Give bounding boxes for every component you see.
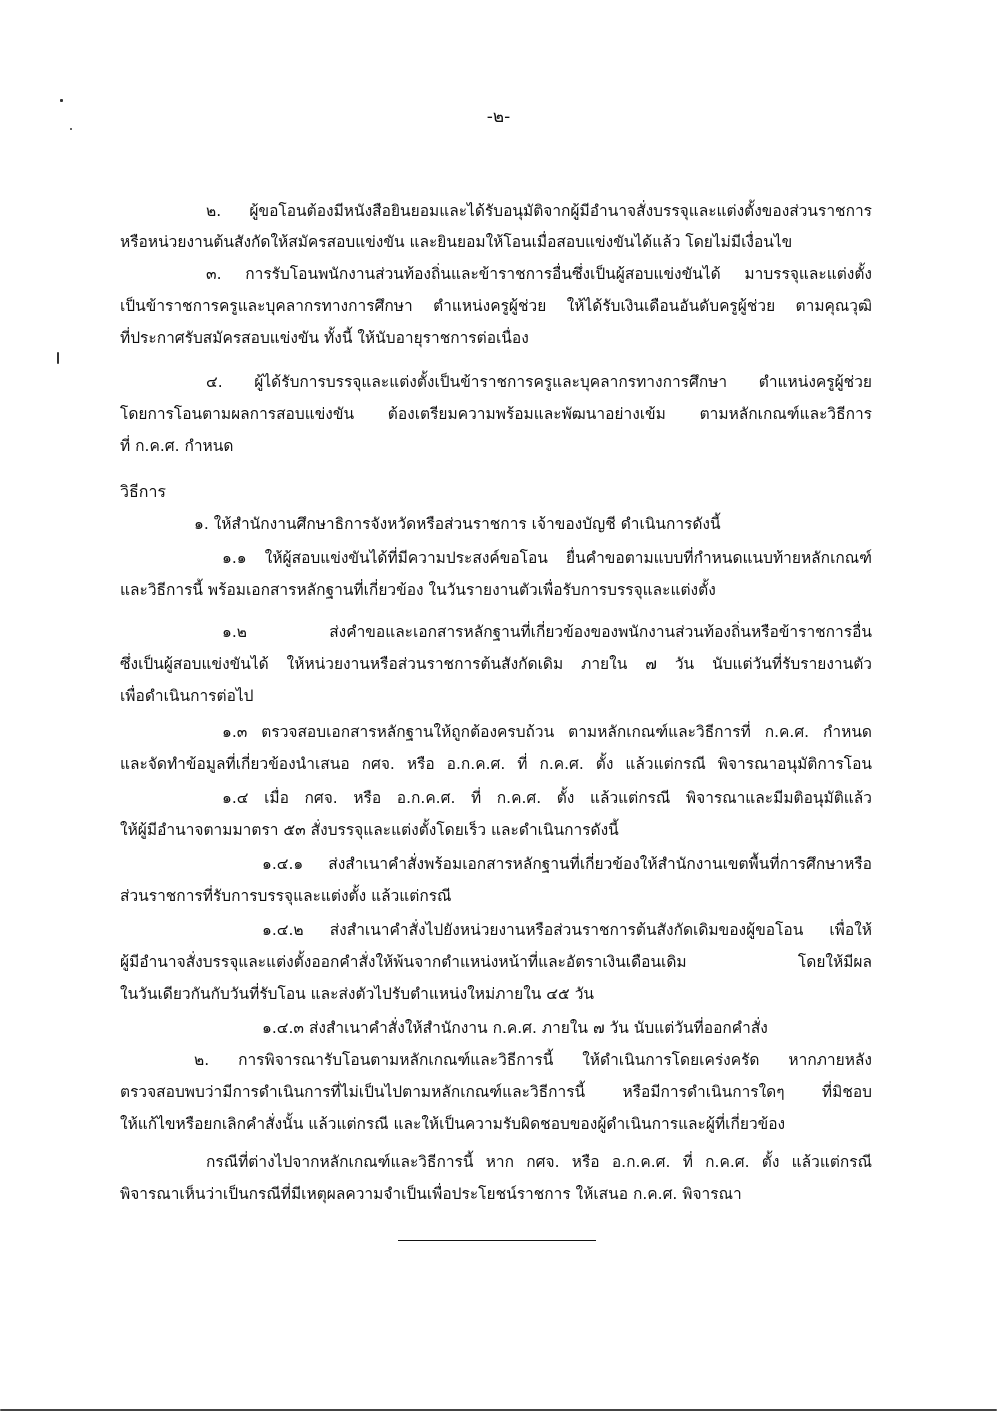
paragraph-line: ๑. ให้สำนักงานศึกษาธิการจังหวัดหรือส่วนราชการ เจ้าของบัญชี ดำเนินการดังนี้ [194,515,721,533]
paragraph-line: ที่ประกาศรับสมัครสอบแข่งขัน ทั้งนี้ ให้นับอายุราชการต่อเนื่อง [120,329,529,347]
paragraph-line: ๒. การพิจารณารับโอนตามหลักเกณฑ์และวิธีการนี้ ให้ดำเนินการโดยเคร่งครัด หากภายหลัง [194,1051,872,1069]
paragraph-line: ๔. ผู้ได้รับการบรรจุและแต่งตั้งเป็นข้าราชการครูและบุคลากรทางการศึกษา ตำแหน่งครูผู้ช่วย [206,373,872,391]
paragraph-line: ผู้มีอำนาจสั่งบรรจุและแต่งตั้งออกคำสั่งให้พ้นจากตำแหน่งหน้าที่และอัตราเงินเดือนเดิม โดยให้มีผล [120,953,872,971]
paragraph-line: หรือหน่วยงานต้นสังกัดให้สมัครสอบแข่งขัน และยินยอมให้โอนเมื่อสอบแข่งขันได้แล้ว โดยไม่มีเงื่อนไข [120,233,793,251]
closing-divider [398,1240,596,1241]
paragraph-line: เป็นข้าราชการครูและบุคลากรทางการศึกษา ตำแหน่งครูผู้ช่วย ให้ได้รับเงินเดือนอันดับครูผู้ช่วย ตามคุณวุฒิ [120,297,872,315]
paragraph-line: ๑.๒ ส่งคำขอและเอกสารหลักฐานที่เกี่ยวข้องของพนักงานส่วนท้องถิ่นหรือข้าราชการอื่น [222,623,872,641]
paragraph-line: กรณีที่ต่างไปจากหลักเกณฑ์และวิธีการนี้ หาก กศจ. หรือ อ.ก.ค.ศ. ที่ ก.ค.ศ. ตั้ง แล้วแต่กรณี [206,1153,872,1171]
paragraph-line: และวิธีการนี้ พร้อมเอกสารหลักฐานที่เกี่ยวข้อง ในวันรายงานตัวเพื่อรับการบรรจุและแต่งตั้ง [120,581,716,599]
scan-speck [57,352,59,364]
paragraph-line: ส่วนราชการที่รับการบรรจุและแต่งตั้ง แล้วแต่กรณี [120,887,452,905]
paragraph-line: ให้ผู้มีอำนาจตามมาตรา ๕๓ สั่งบรรจุและแต่งตั้งโดยเร็ว และดำเนินการดังนี้ [120,821,619,839]
scan-speck [70,128,72,130]
paragraph-line: และจัดทำข้อมูลที่เกี่ยวข้องนำเสนอ กศจ. หรือ อ.ก.ค.ศ. ที่ ก.ค.ศ. ตั้ง แล้วแต่กรณี พิจารณาอนุมัติการโอน [120,755,872,773]
paragraph-line: ๑.๔.๓ ส่งสำเนาคำสั่งให้สำนักงาน ก.ค.ศ. ภายใน ๗ วัน นับแต่วันที่ออกคำสั่ง [262,1019,768,1037]
paragraph-line: พิจารณาเห็นว่าเป็นกรณีที่มีเหตุผลความจำเป็นเพื่อประโยชน์ราชการ ให้เสนอ ก.ค.ศ. พิจารณา [120,1185,742,1203]
page-number: -๒- [486,107,511,127]
paragraph-line: ให้แก้ไขหรือยกเลิกคำสั่งนั้น แล้วแต่กรณี และให้เป็นความรับผิดชอบของผู้ดำเนินการและผู้ที่เกี่ยวข้อง [120,1115,786,1133]
paragraph-line: ที่ ก.ค.ศ. กำหนด [120,437,234,455]
paragraph-line: โดยการโอนตามผลการสอบแข่งขัน ต้องเตรียมความพร้อมและพัฒนาอย่างเข้ม ตามหลักเกณฑ์และวิธีการ [120,405,872,423]
paragraph-line: ๑.๓ ตรวจสอบเอกสารหลักฐานให้ถูกต้องครบถ้วน ตามหลักเกณฑ์และวิธีการที่ ก.ค.ศ. กำหนด [222,723,872,741]
paragraph-line: ๑.๑ ให้ผู้สอบแข่งขันได้ที่มีความประสงค์ขอโอน ยื่นคำขอตามแบบที่กำหนดแนบท้ายหลักเกณฑ์ [222,549,872,567]
paragraph-line: ๑.๔.๑ ส่งสำเนาคำสั่งพร้อมเอกสารหลักฐานที่เกี่ยวข้องให้สำนักงานเขตพื้นที่การศึกษาหรือ [262,855,872,873]
paragraph-line: ซึ่งเป็นผู้สอบแข่งขันได้ ให้หน่วยงานหรือส่วนราชการต้นสังกัดเดิม ภายใน ๗ วัน นับแต่วันที่รับรายงานตัว [120,655,872,673]
paragraph-line: ๑.๔ เมื่อ กศจ. หรือ อ.ก.ค.ศ. ที่ ก.ค.ศ. ตั้ง แล้วแต่กรณี พิจารณาและมีมติอนุมัติแล้ว [222,789,872,807]
section-heading: วิธีการ [120,482,167,501]
paragraph-line: ๒. ผู้ขอโอนต้องมีหนังสือยินยอมและได้รับอนุมัติจากผู้มีอำนาจสั่งบรรจุและแต่งตั้งของส่วนราชการ [206,202,872,220]
scan-speck [60,99,63,102]
paragraph-line: เพื่อดำเนินการต่อไป [120,687,254,705]
paragraph-line: ในวันเดียวกันกับวันที่รับโอน และส่งตัวไปรับตำแหน่งใหม่ภายใน ๔๕ วัน [120,985,594,1003]
scan-edge [0,1409,997,1411]
paragraph-line: ตรวจสอบพบว่ามีการดำเนินการที่ไม่เป็นไปตามหลักเกณฑ์และวิธีการนี้ หรือมีการดำเนินการใดๆ ที่มิชอบ [120,1083,872,1101]
paragraph-line: ๓. การรับโอนพนักงานส่วนท้องถิ่นและข้าราชการอื่นซึ่งเป็นผู้สอบแข่งขันได้ มาบรรจุและแต่งตั้ง [206,265,872,283]
paragraph-line: ๑.๔.๒ ส่งสำเนาคำสั่งไปยังหน่วยงานหรือส่วนราชการต้นสังกัดเดิมของผู้ขอโอน เพื่อให้ [262,921,872,939]
